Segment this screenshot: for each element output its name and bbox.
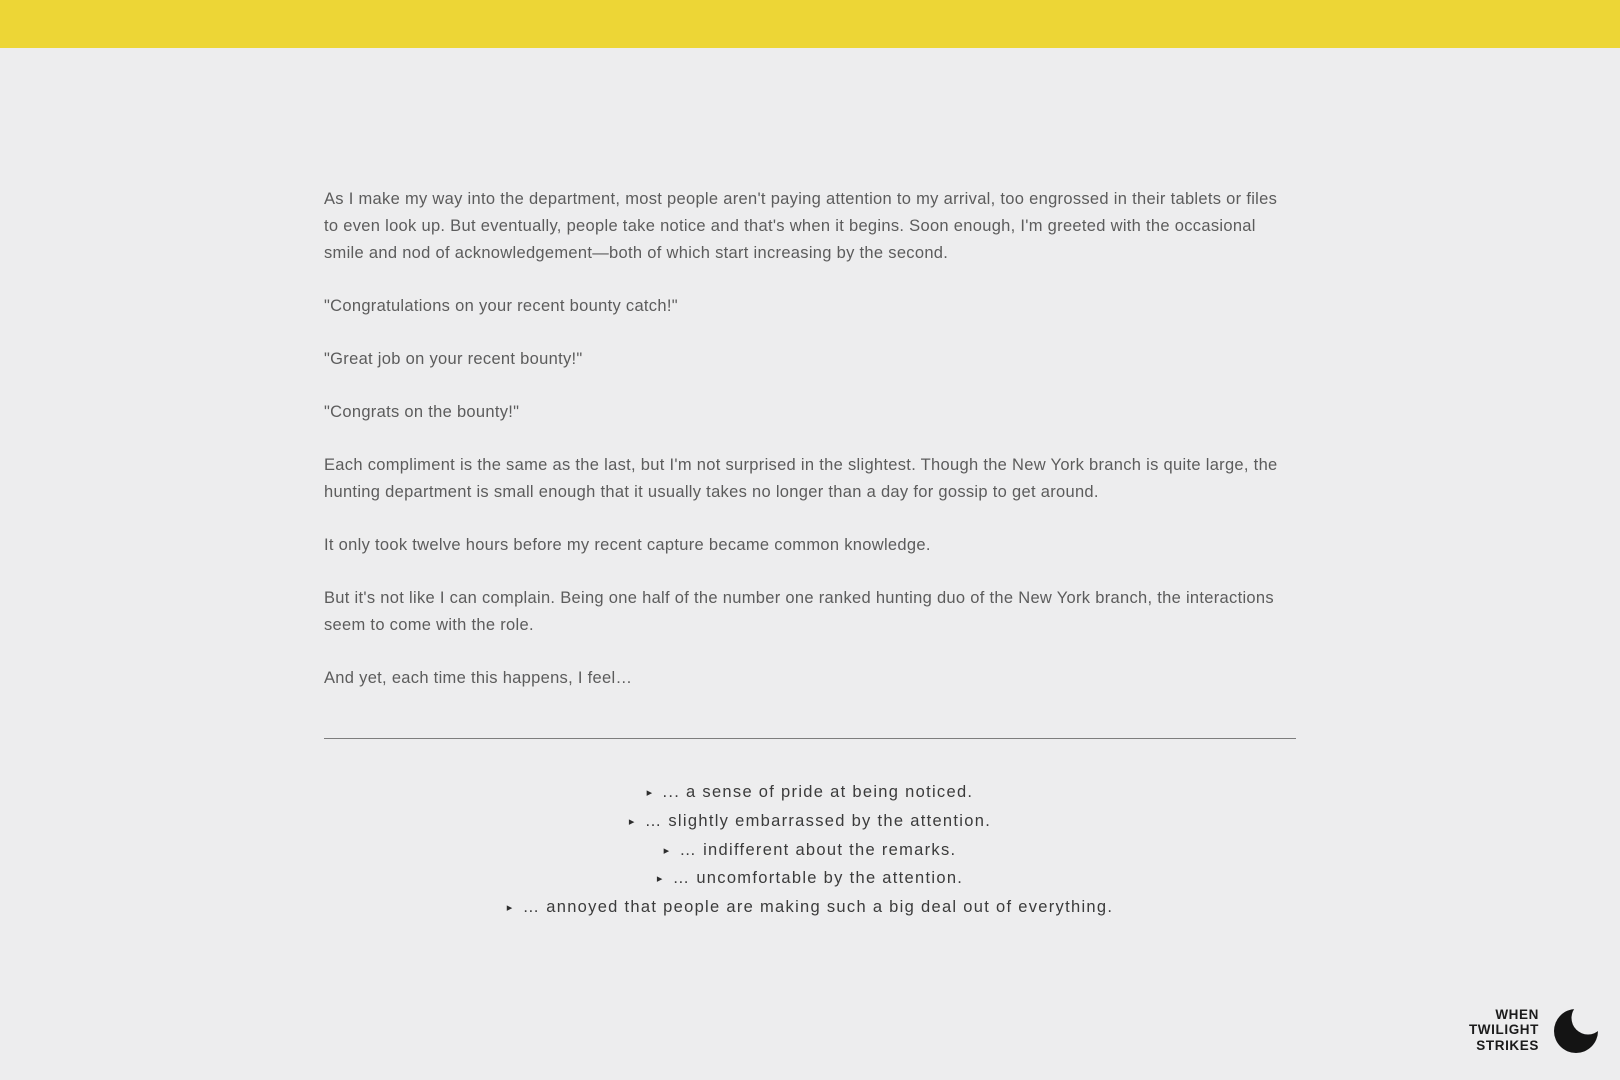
choice-arrow-icon: ▸: [656, 873, 664, 886]
crescent-moon-icon: [1552, 1006, 1600, 1054]
choice-indifferent[interactable]: [324, 837, 1296, 866]
logo-line: STRIKES: [1476, 1037, 1539, 1053]
game-logo-title: [1469, 1007, 1539, 1054]
logo-line: TWILIGHT: [1468, 1022, 1539, 1038]
choice-annoyed[interactable]: [324, 894, 1296, 923]
story-paragraph: "Congratulations on your recent bounty catch!": [324, 297, 678, 315]
choice-arrow-icon: ▸: [628, 815, 636, 828]
story-paragraph: It only took twelve hours before my recent capture became common knowledge.: [324, 536, 931, 554]
story-paragraph: As I make my way into the department, most people aren't paying attention to my arrival, too engrossed in their tablets or files to even look up. But eventually, people take notice and that's when it begins. Soon enough, I'm greeted with the occasional smile and nod of acknowledgement—both of which start increasing by the second.: [324, 190, 1278, 262]
choice-embarrassed[interactable]: [324, 808, 1296, 837]
story-paragraph: And yet, each time this happens, I feel…: [324, 669, 633, 687]
game-logo: [1469, 1006, 1600, 1054]
choice-label: … indifferent about the remarks.: [679, 840, 957, 859]
story-paragraph: Each compliment is the same as the last, but I'm not surprised in the slightest. Though the New York branch is quite large, the hunting department is small enough that it usually takes no longer than a day for gossip to get around.: [324, 456, 1278, 501]
choices-divider: [324, 738, 1296, 739]
logo-line: WHEN: [1495, 1006, 1539, 1022]
top-accent-bar: [0, 0, 1620, 48]
story-paragraph: But it's not like I can complain. Being one half of the number one ranked hunting duo of the New York branch, the interactions seem to come with the role.: [324, 589, 1274, 634]
choice-label: … annoyed that people are making such a big deal out of everything.: [522, 898, 1114, 917]
story-paragraph: "Congrats on the bounty!": [324, 403, 520, 421]
choice-arrow-icon: ▸: [663, 844, 671, 857]
choice-list: [324, 779, 1296, 923]
story-paragraph: "Great job on your recent bounty!": [324, 350, 583, 368]
choice-arrow-icon: ▸: [506, 902, 514, 915]
story-text: [324, 186, 1296, 692]
choice-arrow-icon: ▸: [646, 787, 654, 799]
choice-uncomfortable[interactable]: [324, 865, 1296, 894]
choice-label: ... a sense of pride at being noticed.: [662, 783, 974, 801]
story-passage: [324, 48, 1296, 923]
choice-label: … uncomfortable by the attention.: [672, 869, 964, 888]
choice-label: … slightly embarrassed by the attention.: [644, 811, 992, 830]
choice-pride[interactable]: [324, 779, 1296, 808]
